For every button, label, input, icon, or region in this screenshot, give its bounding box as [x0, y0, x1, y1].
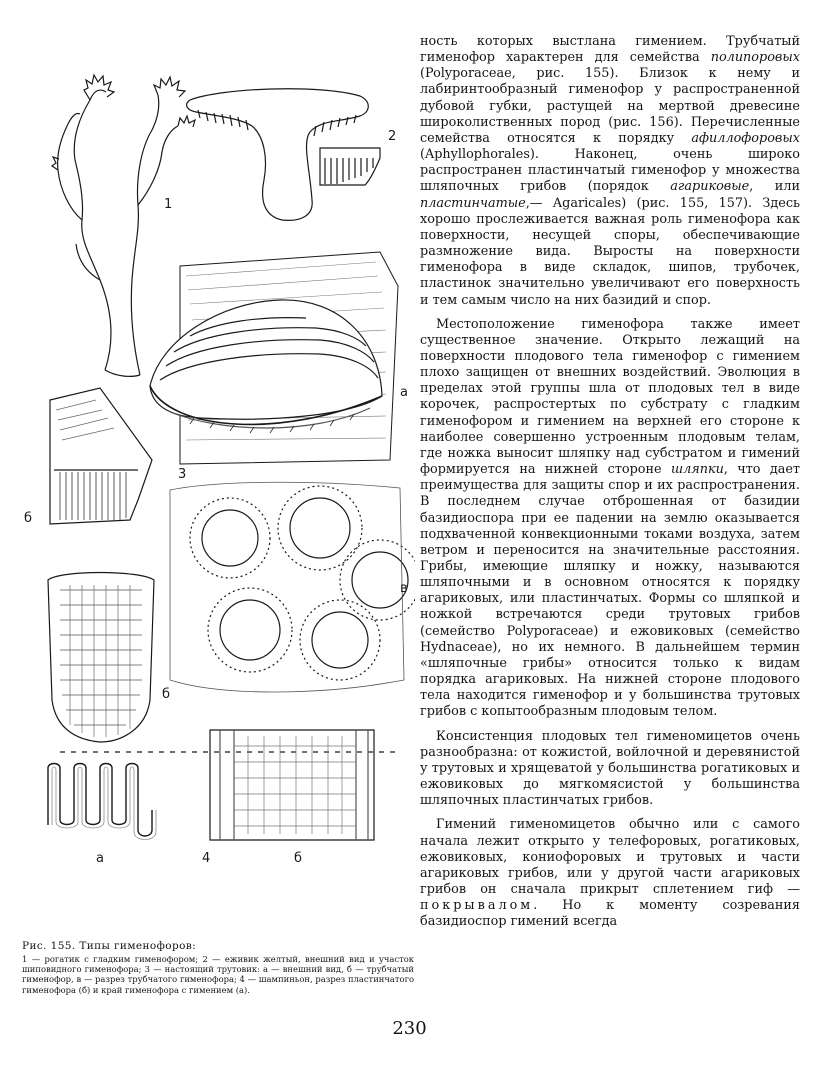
- figure-label-3a: а: [400, 385, 408, 400]
- p1-text-a: ность которых выстлана гимением. Трубчатый гименофор характерен для семейства: [420, 34, 800, 66]
- p1-italic-polyporovykh: полипоровых: [710, 50, 800, 66]
- hedgehog-fungus-drawing: [187, 89, 380, 221]
- caption-body: 1 — рогатик с гладким гименофором; 2 — еживик желтый, внешний вид и участок шиповидного гименофора; 3 — настоящий трутовик: а — внешний вид, б — трубчатый гименофор, в — разрез трубчатого гименофора; 4 — шампиньон, разрез пластинчатого гименофора (б) и край гименофора с гимением (а).: [22, 954, 414, 995]
- coral-fungus-drawing: [52, 75, 195, 376]
- figure-label-1: 1: [164, 197, 173, 212]
- p1-italic-afilloforovykh: афиллофоровых: [691, 130, 800, 146]
- p4-text-b: . Но к моменту созревания базидиоспор гимений всегда: [420, 898, 800, 930]
- figure-illustration: [20, 40, 415, 935]
- figure-label-3v: в: [400, 581, 408, 596]
- text-column: [420, 34, 800, 938]
- gill-section-drawing: [210, 730, 374, 840]
- p1-text-b: (Polyporaceae, рис. 155). Близок к нему и лабиринтообразный гименофор у распространенной дубовой губки, растущей на мертвой древесине широколиственных пород (рис. 156). Перечисленные семейства относятся к порядку: [420, 66, 800, 146]
- figure-label-3: 3: [178, 467, 187, 482]
- p1-italic-plastinchatye: пластинчатые: [420, 195, 526, 211]
- figure-label-4: 4: [202, 851, 211, 866]
- paragraph-1: [420, 34, 800, 309]
- tube-wedge-drawing: [50, 388, 152, 524]
- figure-caption: [22, 940, 414, 995]
- figure-label-4a: а: [96, 851, 104, 866]
- figure-155: [20, 40, 415, 935]
- caption-title: Рис. 155. Типы гименофоров:: [22, 940, 197, 952]
- gill-edge-drawing: [48, 764, 156, 840]
- p1-text-d: , или: [749, 179, 800, 195]
- p4-text-a: Гимений гименомицетов обычно или с самого начала лежит открыто у телефоровых, рогатиковых, ежовиковых, кониофоровых и трутовых и части агариковых грибов, или у другой части агариковых грибов он сначала прикрыт сплетением гиф —: [420, 817, 800, 897]
- bracket-fungus-drawing: [150, 252, 398, 464]
- p4-spaced-pokryvalom: покрывалом: [420, 898, 534, 914]
- paragraph-4: [420, 817, 800, 930]
- figure-label-3b-top: б: [24, 511, 33, 526]
- figure-label-4b: б: [294, 851, 303, 866]
- figure-label-3b-bottom: б: [162, 687, 171, 702]
- page-number: 230: [392, 1018, 427, 1039]
- p2-text-a: Местоположение гименофора также имеет существенное значение. Открыто лежащий на поверхности плодового тела гименофор с гимением плохо защищен от внешних воздействий. Эволюция в пределах этой группы шла от плодовых тел в виде корочек, распростертых по субстрату с гладким гименофором и гимением на верхней его стороне к наиболее совершенно устроенным плодовым телам, где ножка выносит шляпку над субстратом и гимений формируется на нижней стороне: [420, 316, 800, 478]
- p1-text-c: (Aphyllophorales). Наконец, очень широко распространен пластинчатый гименофор у множества шляпочных грибов (порядок: [420, 147, 800, 195]
- figure-label-2: 2: [388, 129, 397, 144]
- p1-text-e: ,— Agaricales) (рис. 155, 157). Здесь хорошо прослеживается важная роль гименофора как поверхности, несущей споры, обеспечивающие размножение вида. Выросты на поверхности гименофора в виде складок, шипов, трубочек, пластинок значительно увеличивают его поверхность и тем самым число на них базидий и спор.: [420, 195, 800, 308]
- p1-italic-agarikovye: агариковые: [670, 179, 750, 195]
- p2-text-b: , что дает преимущества для защиты спор и их распространения. В последнем случае отброшенная от базидии базидиоспора при ее падении на землю оказывается подхваченной конвекционными токами воздуха, затем ветром и переносится на значительные расстояния. Грибы, имеющие шляпку и ножку, называются шляпочными и в основном относятся к порядку агариковых, или пластинчатых. Формы со шляпкой и ножкой встречаются среди трутовых грибов (семейство Polyporaceae) и ежовиковых (семейство Hydnaceae), но их немного. В дальнейшем термин «шляпочные грибы» относится только к видам порядка агариковых. На нижней стороне плодового тела находится гименофор и у большинства трутовых грибов с копытообразным плодовым телом.: [420, 462, 801, 720]
- tube-cross-section-drawing: [170, 482, 415, 692]
- paragraph-3: Консистенция плодовых тел гименомицетов очень разнообразна: от кожистой, войлочной и деревянистой у трутовых и хрящеватой у большинства рогатиковых и ежовиковых до мягкомясистой у большинства шляпочных пластинчатых грибов.: [420, 728, 800, 809]
- p2-italic-shlyapki: шляпки: [670, 462, 724, 478]
- single-tube-drawing: [48, 573, 154, 743]
- paragraph-2: [420, 317, 800, 721]
